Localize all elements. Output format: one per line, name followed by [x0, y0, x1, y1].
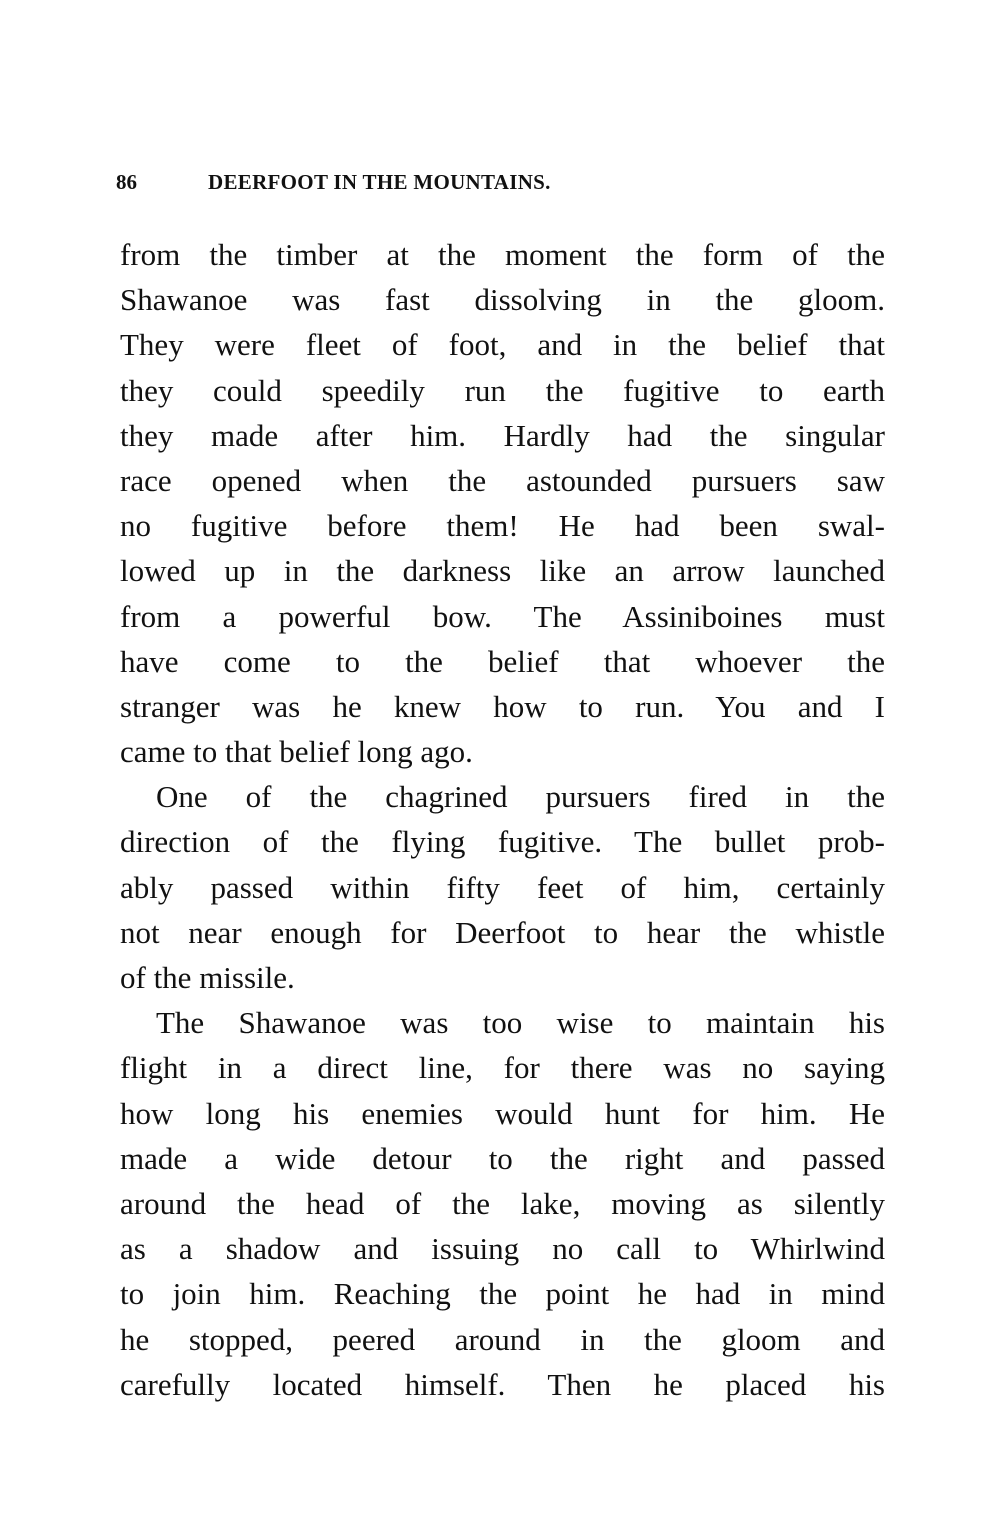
- text-line: from a powerful bow. The Assiniboines must: [120, 598, 885, 634]
- text-line: made a wide detour to the right and passed: [120, 1140, 885, 1176]
- text-line: how long his enemies would hunt for him. He: [120, 1095, 885, 1131]
- text-line: The Shawanoe was too wise to maintain his: [156, 1005, 885, 1041]
- text-line: they made after him. Hardly had the singular: [120, 417, 885, 453]
- text-line: as a shadow and issuing no call to Whirlwind: [120, 1231, 885, 1267]
- page-body-text: [120, 232, 885, 1407]
- text-line: no fugitive before them! He had been swal-: [120, 508, 885, 544]
- text-line: he stopped, peered around in the gloom and: [120, 1321, 885, 1357]
- text-line: they could speedily run the fugitive to earth: [120, 372, 885, 408]
- text-line: around the head of the lake, moving as silently: [120, 1185, 885, 1221]
- text-line: to join him. Reaching the point he had in mind: [120, 1276, 885, 1312]
- text-line: direction of the flying fugitive. The bullet prob-: [120, 824, 885, 860]
- text-line: not near enough for Deerfoot to hear the whistle: [120, 914, 885, 950]
- text-line: flight in a direct line, for there was no saying: [120, 1050, 885, 1086]
- text-line: came to that belief long ago.: [120, 734, 473, 770]
- running-title: DEERFOOT IN THE MOUNTAINS.: [208, 170, 551, 194]
- text-line: of the missile.: [120, 960, 295, 995]
- page-number: 86: [116, 170, 137, 194]
- text-line: stranger was he knew how to run. You and I: [120, 688, 885, 724]
- text-line: lowed up in the darkness like an arrow launched: [120, 553, 885, 589]
- text-line: have come to the belief that whoever the: [120, 643, 885, 679]
- text-line: carefully located himself. Then he placed his: [120, 1366, 885, 1402]
- text-line: One of the chagrined pursuers fired in the: [156, 779, 885, 815]
- text-line: Shawanoe was fast dissolving in the gloom.: [120, 282, 885, 318]
- text-line: ably passed within fifty feet of him, certainly: [120, 869, 885, 905]
- text-line: from the timber at the moment the form of the: [120, 237, 885, 272]
- text-line: race opened when the astounded pursuers saw: [120, 462, 885, 498]
- text-line: They were fleet of foot, and in the belief that: [120, 327, 885, 363]
